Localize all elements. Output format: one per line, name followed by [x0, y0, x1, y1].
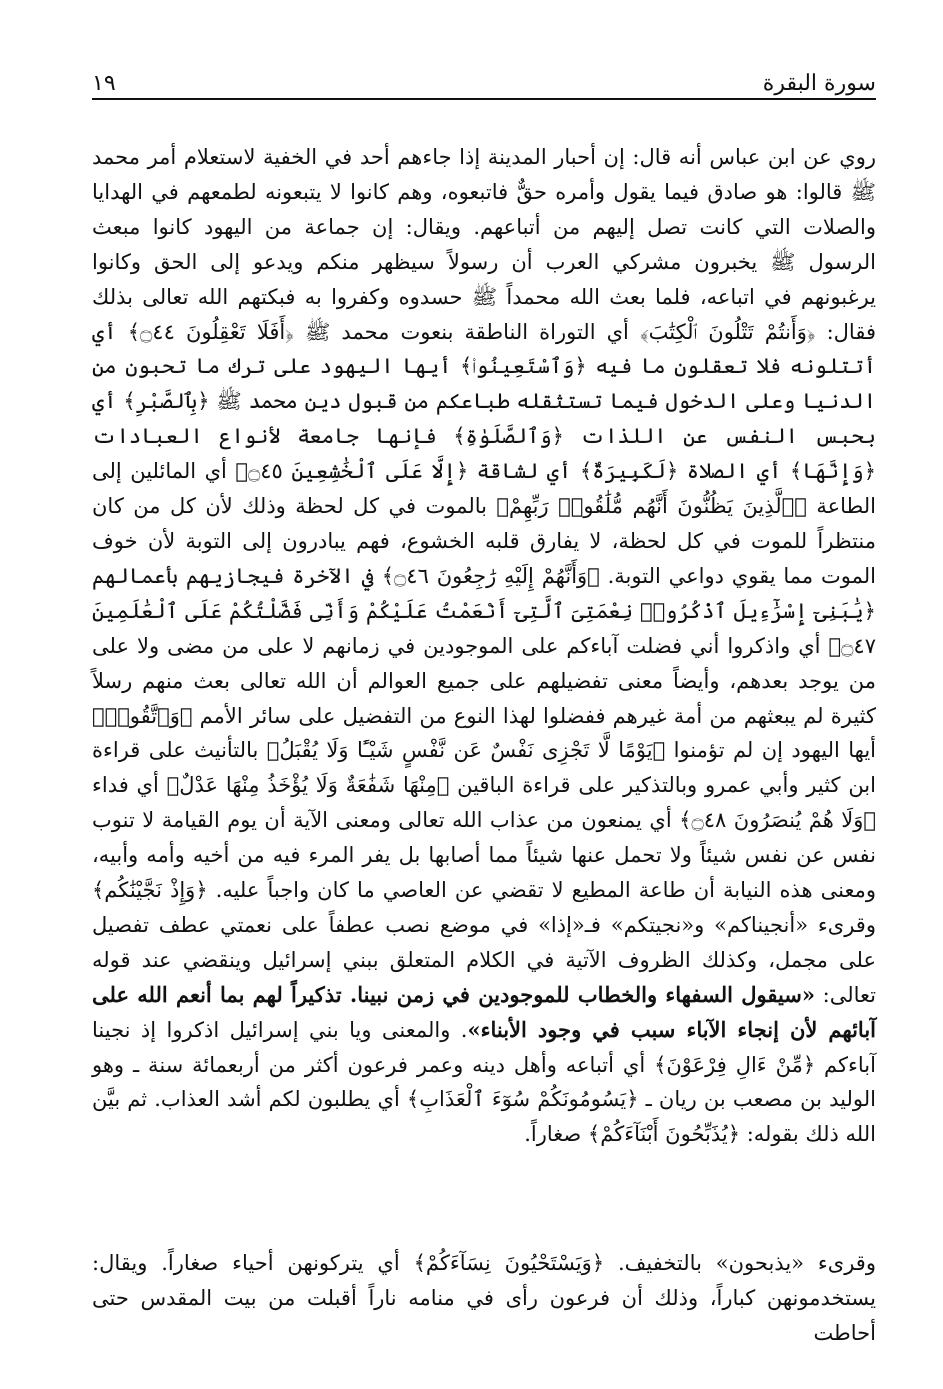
continuation-paragraph: وقرىء «يذبحون» بالتخفيف. ﴿وَيَسْتَحْيُونَ نِسَآءَكُمْ﴾ أي يتركونهن أحياء صغاراً. ويقال: يستخدمونهن كباراً، وذلك أن فرعون رأى في منامه ناراً أقبلت من بيت المقدس حتى أحاطت: [92, 1251, 876, 1345]
body-paragraph: [92, 140, 876, 1152]
page-number: ١٩: [92, 71, 122, 96]
surah-title: سورة البقرة: [757, 71, 876, 96]
bold-passage: «سيقول السفهاء والخطاب للموجودين في زمن نبينا. تذكيراً لهم بما أنعم الله على آبائهم لأن إنجاء الآباء سبب في وجود الأبناء»: [92, 981, 876, 1042]
main-text: [92, 140, 876, 1152]
running-header: [92, 66, 876, 100]
continuation-text: [92, 1246, 876, 1351]
body-text: روي عن ابن عباس أنه قال: إن أحبار المدينة إذا جاءهم أحد في الخفية لاستعلام أمر محمد ﷺ قالوا: هو صادق فيما يقول وأمره حقٌّ فاتبعوه، وهم كانوا لا يتبعونه لطمعهم في الهدايا والصلات التي كانت تصل إليهم من أتباعهم. ويقال: إن جماعة من اليهود كانوا مبعث الرسول ﷺ يخبرون مشركي العرب أن رسولاً سيظهر منكم ويدعو إلى الحق وكانوا يرغبونهم في اتباعه، فلما بعث الله محمداً ﷺ حسدوه وكفروا به فبكتهم الله تعالى بذلك فقال: ﴿وَأَنتُمْ تَتْلُونَ ٱلْكِتَٰبَ﴾ أي التوراة الناطقة بنعوت محمد ﷺ ﴿أَفَلَا تَعْقِلُونَ ۝٤٤﴾ أي أتتلونه فلا تعقلون ما فيه ﴿وَٱسْتَعِينُوا۟﴾ أيها اليهود على ترك ما تحبون من الدنيا وعلى الدخول فيما تستثقله طباعكم من قبول دين محمد ﷺ ﴿بِٱلصَّبْرِ﴾ أي بحبس النفس عن اللذات ﴿وَٱلصَّلَوٰةِ﴾ فإنها جامعة لأنواع العبادات ﴿وَإِنَّهَا﴾ أي الصلاة ﴿لَكَبِيرَةٌ﴾ أي لشاقة ﴿إِلَّا عَلَى ٱلْخَٰشِعِينَ ۝٤٥﴾ أي المائلين إلى الطاعة ﴿ٱلَّذِينَ يَظُنُّونَ أَنَّهُم مُّلَٰقُوا۟ رَبِّهِمْ﴾ بالموت في كل لحظة وذلك لأن كل من كان منتظراً للموت في كل لحظة، لا يفارق قلبه الخشوع، فهم يبادرون إلى التوبة لأن خوف الموت مما يقوي دواعي التوبة. ﴿وَأَنَّهُمْ إِلَيْهِ رَٰجِعُونَ ۝٤٦﴾ في الآخرة فيجازيهم بأعمالهم ﴿يَٰبَنِىٓ إِسْرَٰٓءِيلَ ٱذْكُرُوا۟ نِعْمَتِىَ ٱلَّتِىٓ أَنْعَمْتُ عَلَيْكُمْ وَأَنِّى فَضَّلْتُكُمْ عَلَى ٱلْعَٰلَمِينَ ۝٤٧﴾ أي واذكروا أني فضلت آباءكم على الموجودين في زمانهم لا على من مضى ولا على من يوجد بعدهم، وأيضاً معنى تفضيلهم على جميع العوالم أن الله تعالى بعث منهم رسلاً كثيرة لم يبعثهم من أمة غيرهم ففضلوا لهذا النوع من التفضيل على سائر الأمم ﴿وَٱتَّقُوا۟﴾ أيها اليهود إن لم تؤمنوا ﴿يَوْمًا لَّا تَجْزِى نَفْسٌ عَن نَّفْسٍ شَيْـًٔا وَلَا يُقْبَلُ﴾ بالتأنيث على قراءة ابن كثير وأبي عمرو وبالتذكير على قراءة الباقين ﴿مِنْهَا شَفَٰعَةٌ وَلَا يُؤْخَذُ مِنْهَا عَدْلٌ﴾ أي فداء ﴿وَلَا هُمْ يُنصَرُونَ ۝٤٨﴾ أي يمنعون من عذاب الله تعالى ومعنى الآية أن يوم القيامة لا تنوب نفس عن نفس شيئاً ولا تحمل عنها شيئاً مما أصابها بل يفر المرء فيه من أخيه وأمه وأبيه، ومعنى هذه النيابة أن طاعة المطيع لا تقضي عن العاصي ما كان واجباً عليه. ﴿وَإِذْ نَجَّيْنَٰكُم﴾ وقرىء «أنجيناكم» و«نجيتكم» فـ«إذا» في موضع نصب عطفاً على نعمتي عطف تفصيل على مجمل، وكذلك الظروف الآتية في الكلام المتعلق ببني إسرائيل وينقضي عند قوله تعالى:: [92, 145, 877, 1007]
body-text-end: . والمعنى ويا بني إسرائيل اذكروا إذ نجينا آباءكم ﴿مِّنْ ءَالِ فِرْعَوْنَ﴾ أي أتباعه وأهل دينه وعمر فرعون أكثر من أربعمائة سنة ـ وهو الوليد بن مصعب بن ريان ـ ﴿يَسُومُونَكُمْ سُوٓءَ ٱلْعَذَابِ﴾ أي يطلبون لكم أشد العذاب. ثم بيَّن الله ذلك بقوله: ﴿يُذَبِّحُونَ أَبْنَآءَكُمْ﴾ صغاراً.: [92, 1017, 876, 1147]
